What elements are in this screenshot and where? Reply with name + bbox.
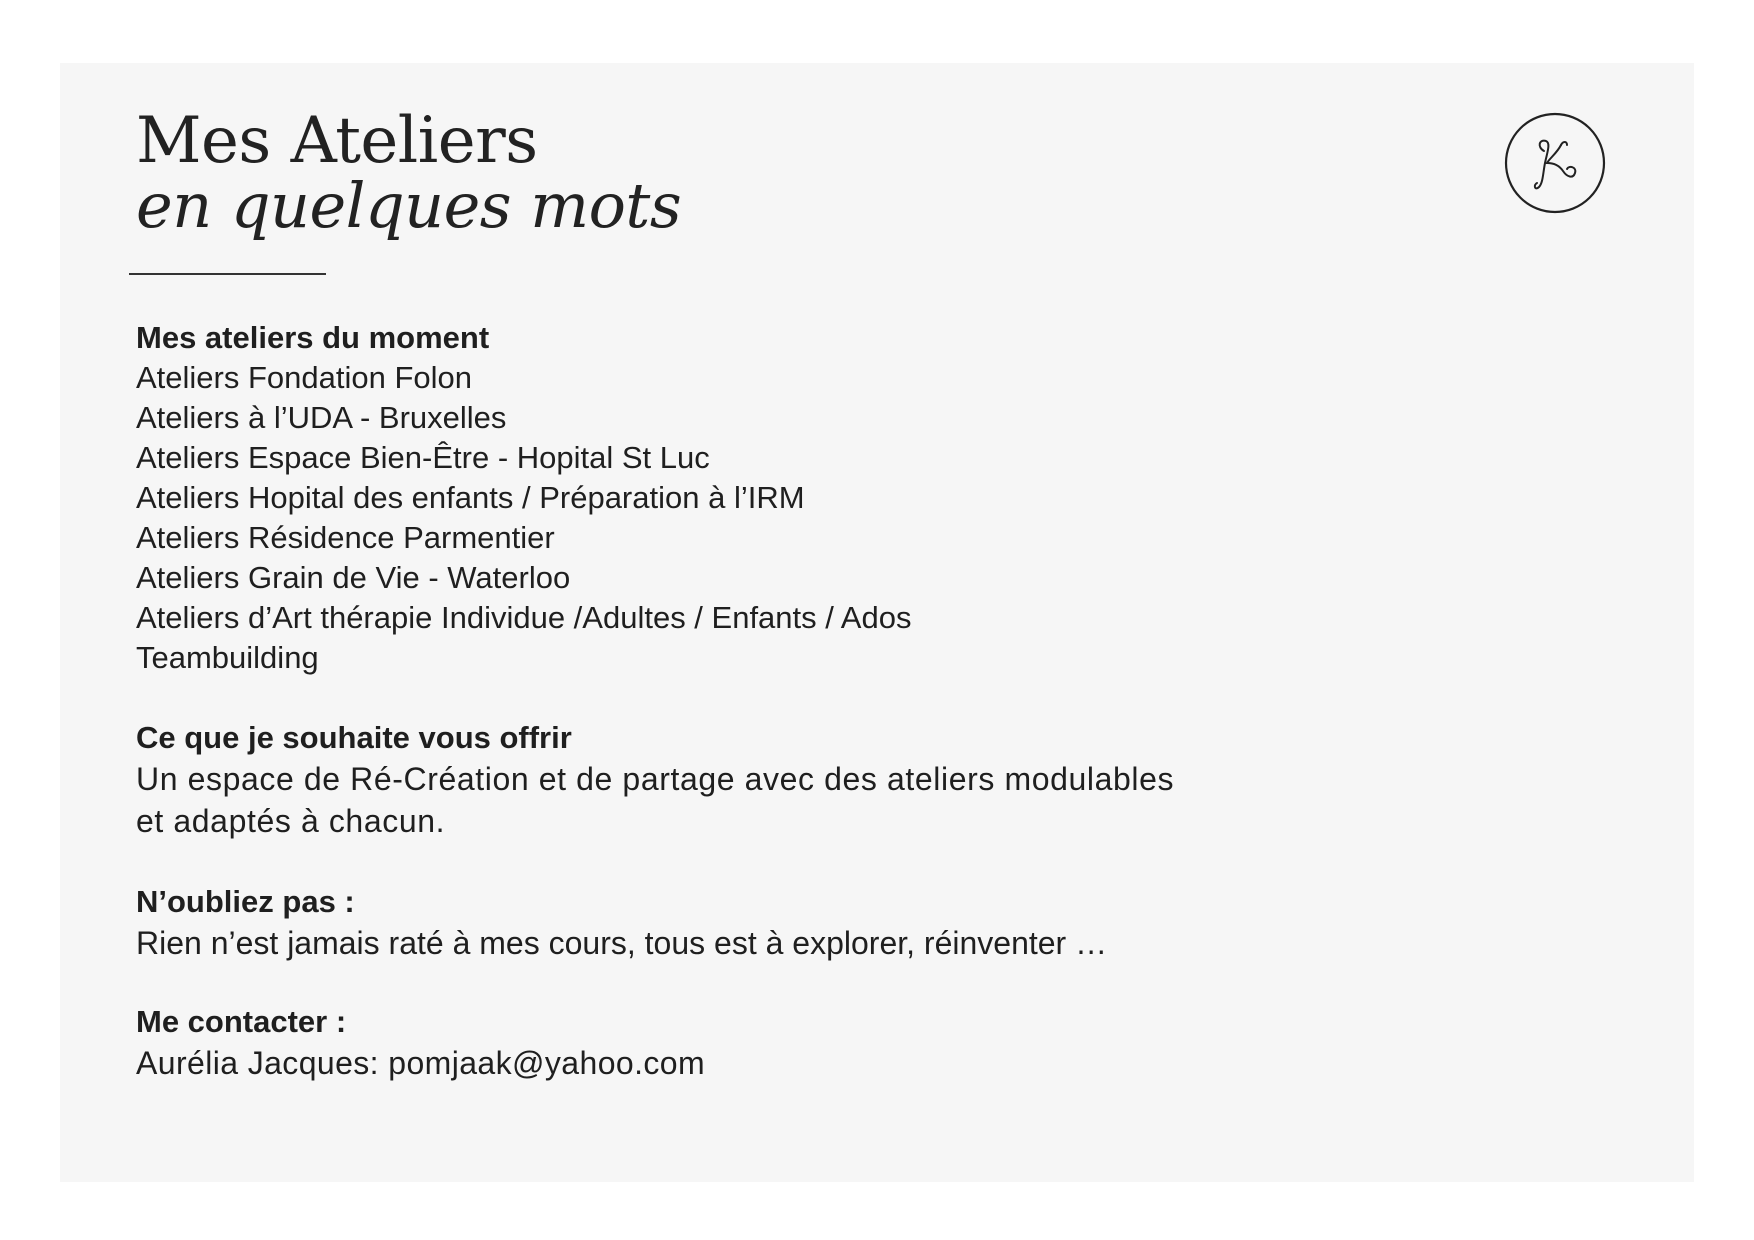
monogram-k-icon	[1503, 111, 1607, 215]
offer-text-line: et adaptés à chacun.	[136, 803, 446, 839]
section-heading: Mes ateliers du moment	[136, 320, 490, 355]
section-reminder	[136, 882, 1536, 964]
list-item: Teambuilding	[136, 640, 319, 675]
list-item: Ateliers Espace Bien-Être - Hopital St Luc	[136, 440, 710, 475]
page-subtitle: en quelques mots	[136, 169, 682, 242]
list-item: Ateliers Hopital des enfants / Préparation à l’IRM	[136, 480, 805, 515]
list-item: Ateliers Fondation Folon	[136, 360, 473, 395]
workshop-list	[136, 358, 1536, 678]
offer-text-line: Un espace de Ré-Création et de partage avec des ateliers modulables	[136, 761, 1175, 797]
section-heading: N’oubliez pas :	[136, 884, 355, 919]
content-body	[136, 318, 1536, 1124]
contact-text: Aurélia Jacques: pomjaak@yahoo.com	[136, 1045, 706, 1081]
section-heading: Ce que je souhaite vous offrir	[136, 720, 572, 755]
section-contact	[136, 1002, 1536, 1084]
reminder-text: Rien n’est jamais raté à mes cours, tous est à explorer, réinventer …	[136, 925, 1108, 961]
section-offer	[136, 718, 1536, 842]
section-heading: Me contacter :	[136, 1004, 347, 1039]
list-item: Ateliers Grain de Vie - Waterloo	[136, 560, 571, 595]
section-current-workshops	[136, 318, 1536, 678]
list-item: Ateliers Résidence Parmentier	[136, 520, 555, 555]
list-item: Ateliers à l’UDA - Bruxelles	[136, 400, 507, 435]
title-divider	[129, 273, 326, 275]
list-item: Ateliers d’Art thérapie Individue /Adultes / Enfants / Ados	[136, 600, 912, 635]
page-title: Mes Ateliers	[136, 104, 538, 178]
info-card	[60, 63, 1694, 1182]
